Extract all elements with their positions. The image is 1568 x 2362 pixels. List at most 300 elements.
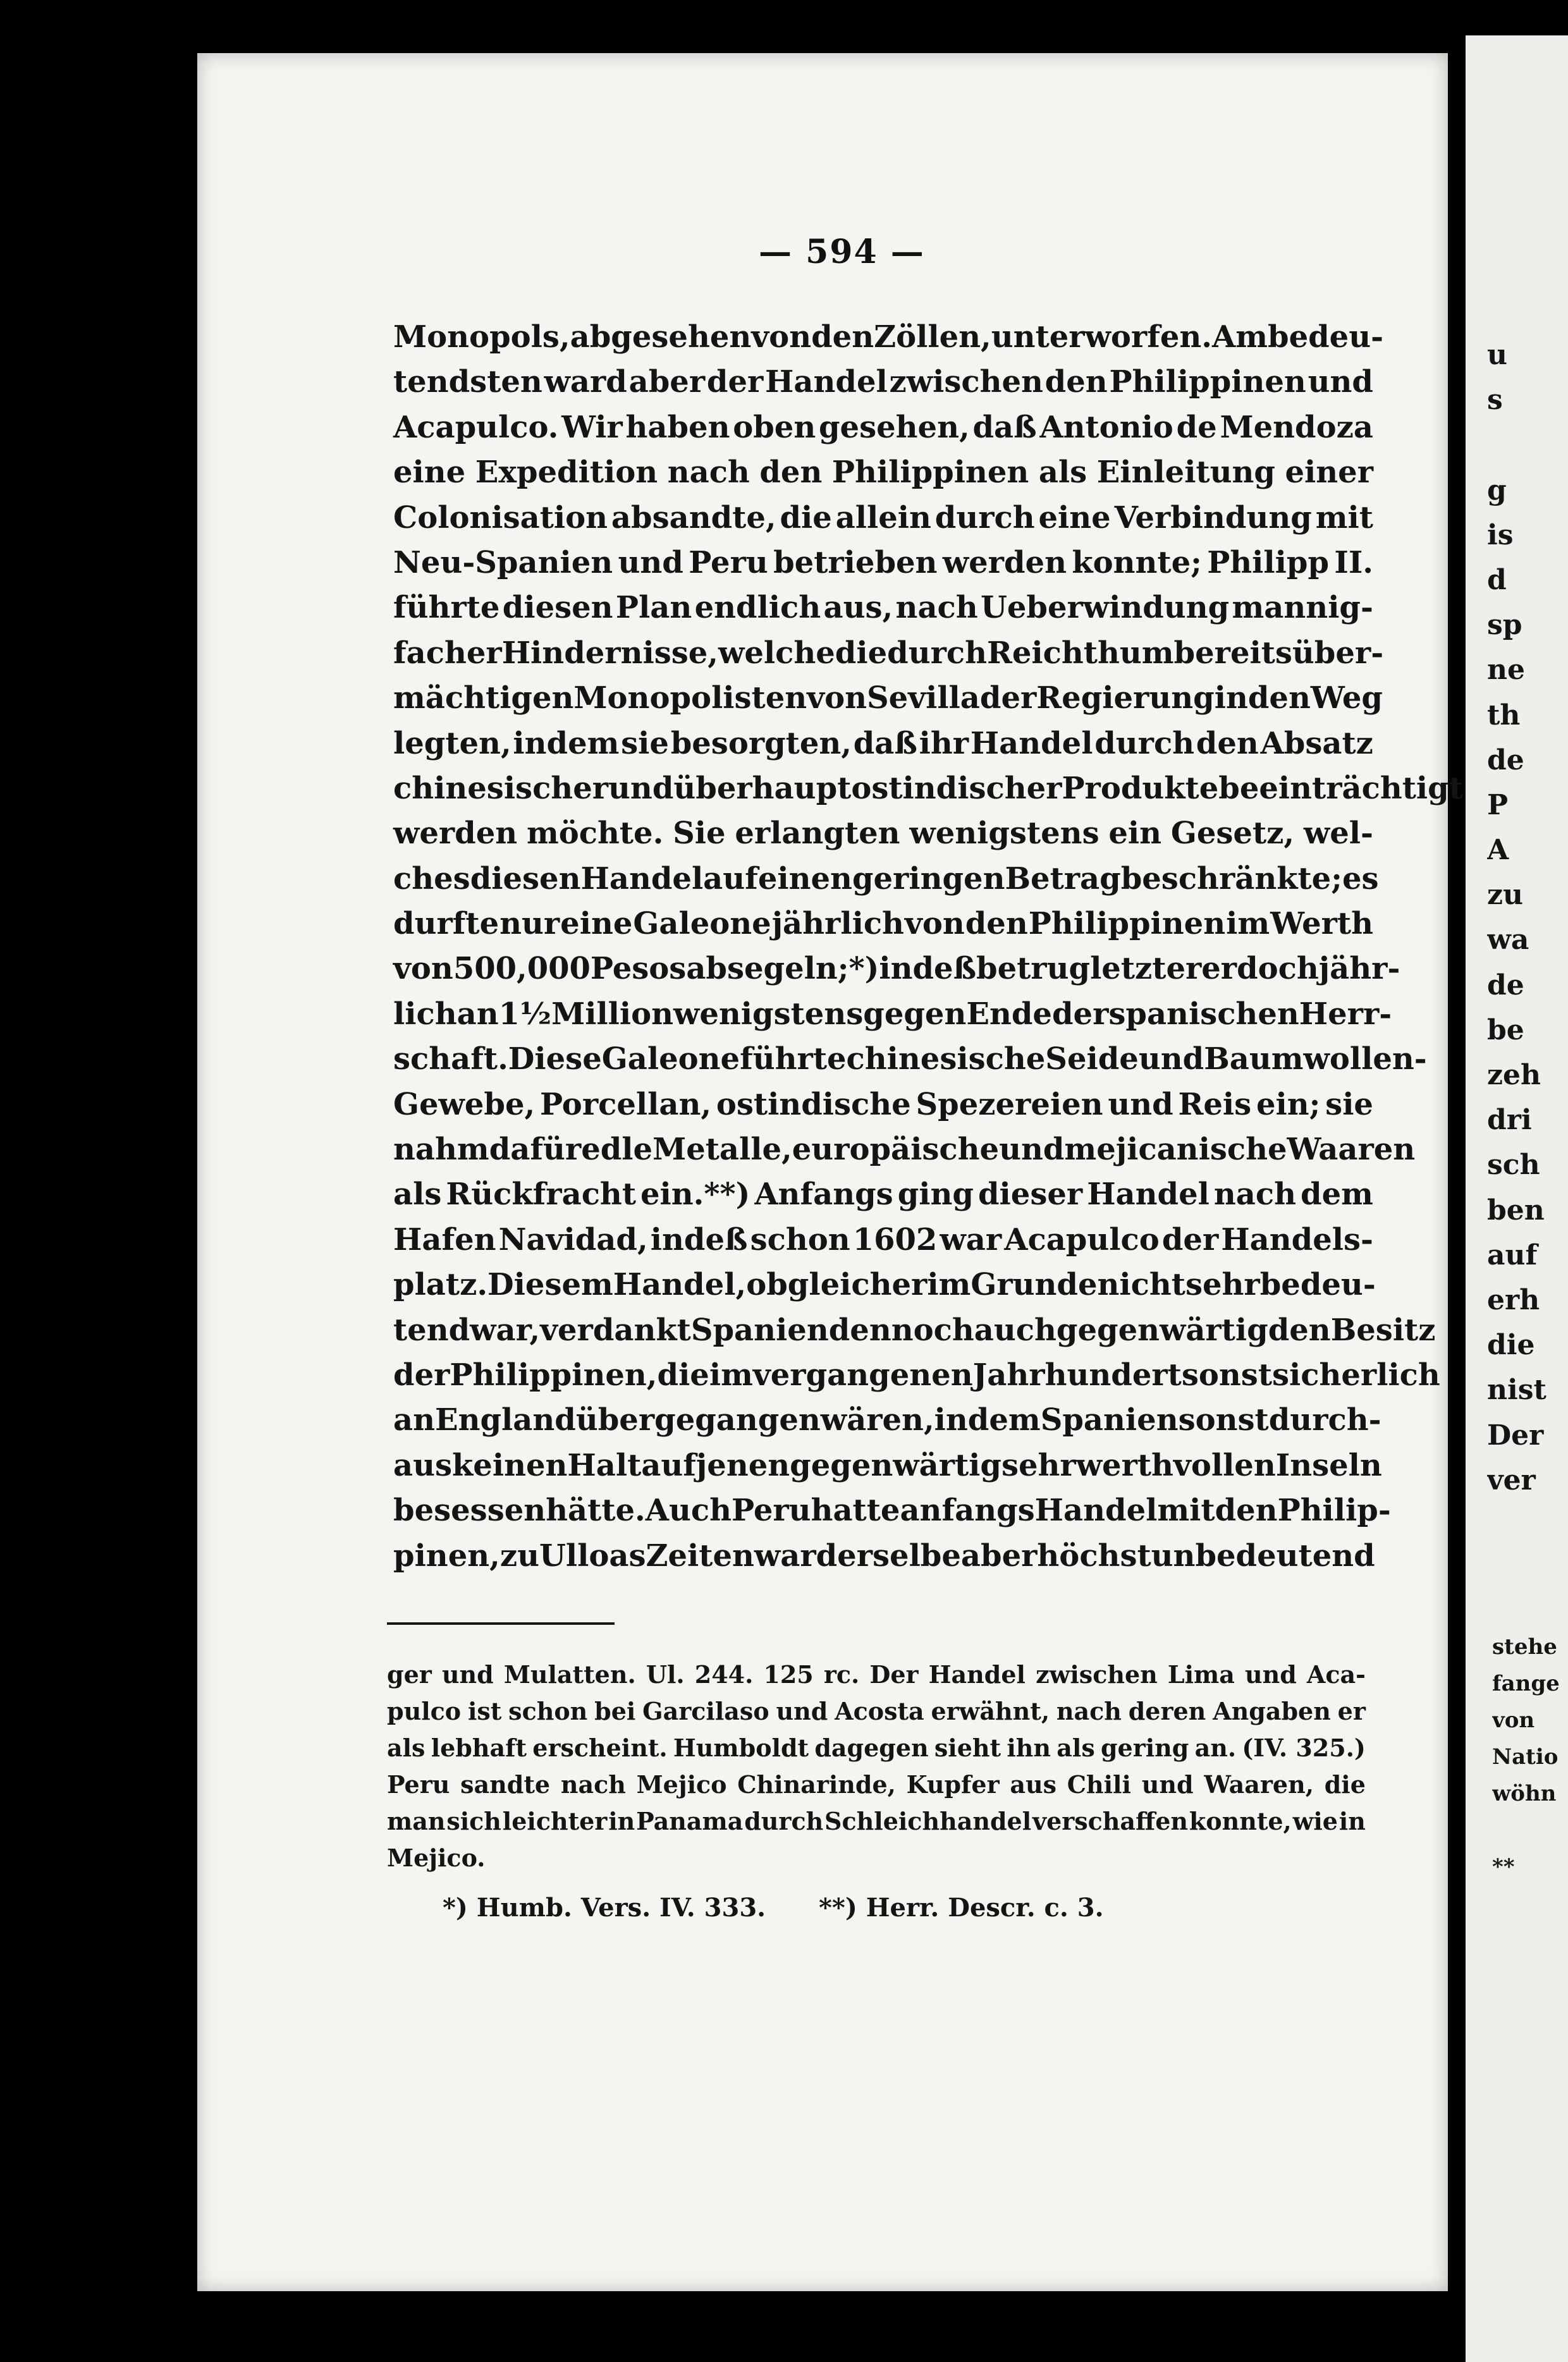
body-word: Am	[1211, 319, 1268, 355]
note-line	[387, 1656, 1366, 1693]
body-word: war	[940, 1221, 1002, 1257]
body-word: keinen	[452, 1447, 568, 1483]
body-word: mannig-	[1232, 590, 1373, 626]
body-word: indeß	[650, 1221, 748, 1257]
body-word: nahm	[393, 1132, 489, 1168]
body-word: Handel	[1034, 1493, 1158, 1529]
note-word: und	[1244, 1660, 1297, 1689]
body-word: von	[751, 319, 812, 355]
body-word: diesen	[502, 590, 613, 626]
body-word: Colonisation	[393, 499, 608, 535]
body-line	[393, 1534, 1373, 1579]
body-word: höchst	[1037, 1538, 1151, 1574]
body-word: haben	[625, 409, 730, 445]
body-word: sehr	[1185, 1267, 1260, 1303]
body-word: Baumwollen-	[1204, 1041, 1427, 1077]
note-word: schon	[508, 1697, 588, 1725]
body-word: Philippinen	[831, 455, 1029, 491]
footnote-divider	[387, 1622, 615, 1625]
body-word: Einleitung	[1096, 455, 1275, 491]
body-word: Acapulco.	[393, 409, 559, 445]
note-word: in	[608, 1807, 635, 1835]
body-word: Sie	[673, 816, 726, 852]
body-word: Philippinen	[1028, 906, 1226, 942]
body-word: der	[393, 1357, 450, 1393]
body-word: Ulloas	[539, 1538, 646, 1574]
body-word: durfte	[393, 906, 499, 942]
body-word: Peru	[689, 544, 768, 580]
adjacent-note-fragment: **	[1492, 1854, 1515, 1880]
body-word: facher	[393, 635, 502, 671]
note-word: Kupfer	[906, 1770, 1000, 1799]
body-word: ches	[393, 860, 470, 896]
body-word: doch	[1237, 951, 1319, 987]
body-word: an	[456, 996, 499, 1032]
note-word: sich	[446, 1807, 501, 1835]
body-line	[393, 631, 1384, 676]
body-word: Gewebe,	[393, 1086, 536, 1122]
body-word: Porcellan,	[540, 1086, 712, 1122]
adjacent-page-notes	[1492, 1629, 1568, 1885]
body-word: Spanien	[1040, 1402, 1179, 1438]
adjacent-fragment: nist	[1487, 1374, 1547, 1407]
note-word: ihn	[1007, 1734, 1051, 1762]
body-word: pinen,	[393, 1538, 500, 1574]
body-word: durch-	[1268, 1402, 1381, 1438]
body-word: Plan	[615, 590, 692, 626]
body-word: bedeu-	[1259, 1267, 1376, 1303]
body-word: Sevilla	[866, 680, 980, 716]
body-word: Handel	[580, 860, 704, 896]
body-word: und	[999, 1132, 1065, 1168]
body-word: erlangten	[735, 816, 900, 852]
note-word: gering	[1100, 1734, 1189, 1762]
body-word: den	[965, 906, 1028, 942]
body-word: Handel	[970, 725, 1093, 761]
body-word: Zöllen,	[874, 319, 991, 355]
body-word: sie	[1325, 1086, 1373, 1122]
body-word: derselbe	[816, 1538, 961, 1574]
body-word: edle	[581, 1132, 653, 1168]
body-word: Peru	[732, 1493, 811, 1529]
body-line	[393, 1353, 1440, 1398]
body-word: platz.	[393, 1267, 488, 1303]
body-word: sie	[621, 725, 669, 761]
adjacent-fragment: g	[1487, 474, 1507, 506]
body-word: den	[1247, 680, 1311, 716]
body-word: aber	[628, 364, 706, 400]
note-word: deren	[1128, 1697, 1206, 1725]
body-word: Verbindung	[1114, 499, 1312, 535]
body-line	[393, 721, 1373, 766]
body-word: sonst	[1181, 1357, 1272, 1393]
body-word: Rückfracht	[446, 1177, 636, 1213]
note-word: bei	[594, 1697, 636, 1725]
body-word: jährlich	[771, 906, 904, 942]
body-word: ein;	[1256, 1086, 1321, 1122]
adjacent-note-fragment: fange	[1492, 1671, 1560, 1696]
body-word: Werth	[1270, 906, 1373, 942]
body-word: Herr-	[1299, 996, 1392, 1032]
body-word: Spezereien	[916, 1086, 1103, 1122]
body-word: es	[1342, 860, 1379, 896]
body-word: eine	[560, 906, 633, 942]
note-line	[387, 1730, 1366, 1766]
body-word: den	[759, 455, 823, 491]
note-word: Mejico	[636, 1770, 727, 1799]
body-word: Betrag	[1005, 860, 1121, 896]
note-line	[387, 1803, 1366, 1840]
body-word: einen	[757, 860, 852, 896]
body-word: bereits	[1173, 635, 1292, 671]
body-word: Gesetz,	[1170, 816, 1295, 852]
body-word: den	[1268, 1312, 1331, 1348]
note-word: Chili	[1067, 1770, 1131, 1799]
adjacent-note-fragment: von	[1492, 1708, 1535, 1733]
body-line	[393, 541, 1373, 585]
adjacent-page-text	[1487, 333, 1568, 1503]
footnote-continuation	[387, 1656, 1366, 1876]
body-word: durch	[1094, 725, 1195, 761]
body-word: durch	[934, 499, 1035, 535]
note-word: rc.	[823, 1660, 860, 1689]
note-word: Waaren,	[1204, 1770, 1314, 1799]
body-word: von	[904, 906, 965, 942]
adjacent-fragment: be	[1487, 1013, 1524, 1046]
footnote-ref-1: *) Humb. Vers. IV. 333.	[443, 1893, 766, 1923]
note-word: Mulatten.	[503, 1660, 636, 1689]
body-word: mächtigen	[393, 680, 574, 716]
body-word: war	[754, 1538, 816, 1574]
body-word: lich	[393, 996, 457, 1032]
body-word: diesen	[470, 860, 581, 896]
body-word: Regierung	[1036, 680, 1215, 716]
body-word: indeß	[879, 951, 977, 987]
note-word: Aca-	[1306, 1660, 1366, 1689]
note-word: aus	[1010, 1770, 1057, 1799]
body-word: gegen	[863, 996, 967, 1032]
note-word: pulco	[387, 1697, 462, 1725]
body-word: nach	[895, 590, 978, 626]
body-word: und	[1138, 1041, 1204, 1077]
body-word: wären,	[820, 1402, 934, 1438]
body-line	[393, 315, 1384, 360]
body-word: ging	[897, 1177, 974, 1213]
body-word: welche	[718, 635, 835, 671]
body-word: Navidad,	[498, 1221, 648, 1257]
body-line	[393, 946, 1400, 991]
body-word: Diesem	[487, 1267, 613, 1303]
note-word: ist	[467, 1697, 502, 1725]
body-word: Diese	[508, 1041, 602, 1077]
adjacent-fragment: de	[1487, 743, 1524, 776]
body-word: legten,	[393, 725, 511, 761]
note-word: Garcilaso	[642, 1697, 769, 1725]
body-word: Auch	[645, 1493, 732, 1529]
body-word: tendsten	[393, 364, 542, 400]
body-word: und	[618, 544, 683, 580]
body-word: ein	[1108, 816, 1162, 852]
adjacent-fragment: zeh	[1487, 1059, 1541, 1091]
body-line	[393, 360, 1373, 405]
note-word: wie	[1292, 1807, 1338, 1835]
note-word: und	[776, 1697, 828, 1725]
body-word: obgleich	[746, 1267, 892, 1303]
body-word: Million	[551, 996, 674, 1032]
body-word: Absatz	[1260, 725, 1373, 761]
body-word: in	[1214, 680, 1248, 716]
body-line	[393, 585, 1373, 630]
note-word: Acosta	[835, 1697, 924, 1725]
body-word: Jahrhundert	[972, 1357, 1182, 1393]
note-word: und	[1141, 1770, 1194, 1799]
body-word: Mendoza	[1220, 409, 1373, 445]
note-word: sieht	[934, 1734, 1001, 1762]
body-word: den	[1044, 364, 1108, 400]
adjacent-fragment: Der	[1487, 1419, 1544, 1452]
body-word: europäische	[792, 1132, 1000, 1168]
note-word: er	[1337, 1697, 1366, 1725]
body-word: Handel	[765, 364, 888, 400]
body-word: Acapulco	[1004, 1221, 1160, 1257]
adjacent-fragment: wa	[1487, 924, 1529, 957]
note-word: (IV. 325.)	[1242, 1734, 1366, 1762]
body-word: chinesischer	[393, 770, 609, 806]
note-word: Schleichhandel	[824, 1807, 1032, 1835]
body-word: und	[1308, 364, 1373, 400]
body-word: tend	[393, 1312, 470, 1348]
body-word: allein	[835, 499, 931, 535]
body-word: Weg	[1310, 680, 1383, 716]
body-word: spanischen	[1108, 996, 1299, 1032]
body-word: führte	[740, 1041, 847, 1077]
body-word: Ueberwindung	[981, 590, 1230, 626]
body-line	[393, 992, 1392, 1037]
body-word: bedeu-	[1268, 319, 1384, 355]
note-word: als	[387, 1734, 426, 1762]
body-word: absandte,	[611, 499, 776, 535]
body-word: endlich	[694, 590, 821, 626]
body-word: an	[393, 1402, 435, 1438]
note-word: erscheint.	[532, 1734, 668, 1762]
adjacent-fragment: th	[1487, 699, 1521, 731]
note-word: durch	[744, 1807, 824, 1835]
body-line	[393, 1082, 1373, 1127]
body-word: beschränkte;	[1120, 860, 1342, 896]
adjacent-fragment: u	[1487, 339, 1507, 371]
body-word: mit	[1315, 499, 1373, 535]
body-word: 1602	[852, 1221, 938, 1257]
body-word: und	[1108, 1086, 1173, 1122]
body-word: von	[807, 680, 867, 716]
body-word: schaft.	[393, 1041, 508, 1077]
body-word: überhaupt	[673, 770, 852, 806]
body-word: sehr	[1001, 1447, 1076, 1483]
body-word: Anfangs	[754, 1177, 893, 1213]
body-word: vergangenen	[752, 1357, 973, 1393]
body-word: auf	[641, 1447, 696, 1483]
note-word: sandte	[460, 1770, 551, 1799]
note-word: Handel	[928, 1660, 1026, 1689]
body-word: betrieben	[773, 544, 938, 580]
body-word: Monopolisten	[573, 680, 807, 716]
body-word: gegenwärtig	[1056, 1312, 1268, 1348]
note-word: leichter	[502, 1807, 608, 1835]
body-word: mejicanische	[1064, 1132, 1287, 1168]
note-word: und	[441, 1660, 494, 1689]
footnote-ref-2: **) Herr. Descr. c. 3.	[819, 1893, 1104, 1923]
body-word: von	[393, 951, 453, 987]
body-word: mit	[1157, 1493, 1215, 1529]
body-line	[393, 496, 1373, 541]
body-word: ihr	[919, 725, 969, 761]
body-word: Hafen	[393, 1221, 496, 1257]
body-word: Ende	[966, 996, 1052, 1032]
note-word: Lima	[1167, 1660, 1235, 1689]
body-word: nur	[499, 906, 560, 942]
body-word: Galeone	[601, 1041, 740, 1077]
note-word: in	[1338, 1807, 1366, 1835]
body-word: werden	[942, 544, 1067, 580]
body-word: 1½	[498, 996, 552, 1032]
adjacent-fragment: dri	[1487, 1104, 1532, 1137]
body-word: Expedition	[475, 455, 658, 491]
body-word: indem	[513, 725, 620, 761]
body-word: Neu-Spanien	[393, 544, 613, 580]
adjacent-fragment: de	[1487, 969, 1524, 1001]
note-word: Humboldt	[673, 1734, 809, 1762]
body-word: zu	[499, 1538, 539, 1574]
note-word: Mejico.	[387, 1844, 486, 1872]
body-word: als	[1038, 455, 1087, 491]
body-word: indem	[934, 1402, 1041, 1438]
body-word: konnte;	[1072, 544, 1202, 580]
body-word: wel-	[1303, 816, 1373, 852]
body-word: letzterer	[1090, 951, 1237, 987]
body-word: Waaren	[1287, 1132, 1416, 1168]
body-word: dieser	[977, 1177, 1083, 1213]
body-word: hatte	[811, 1493, 900, 1529]
note-word: 125	[763, 1660, 814, 1689]
body-word: daß	[853, 725, 917, 761]
body-line	[393, 1488, 1391, 1533]
note-line	[387, 1766, 1366, 1803]
footnote-references	[443, 1893, 1328, 1923]
body-word: Antonio	[1039, 409, 1173, 445]
adjacent-fragment: s	[1487, 384, 1503, 417]
body-word: England	[435, 1402, 576, 1438]
body-word: Reichthum	[987, 635, 1174, 671]
note-word: erwähnt,	[931, 1697, 1050, 1725]
body-word: der	[979, 680, 1037, 716]
body-word: besorgten,	[670, 725, 852, 761]
body-word: unbedeutend	[1151, 1538, 1375, 1574]
body-word: die	[835, 635, 888, 671]
body-word: die	[657, 1357, 709, 1393]
body-word: hätte.	[546, 1493, 646, 1529]
body-word: nicht	[1097, 1267, 1185, 1303]
body-word: Inseln	[1275, 1447, 1382, 1483]
body-word: im	[709, 1357, 753, 1393]
body-word: sicherlich	[1272, 1357, 1440, 1393]
body-word: Besitz	[1330, 1312, 1436, 1348]
adjacent-fragment: ben	[1487, 1194, 1545, 1227]
body-word: Hindernisse,	[501, 635, 719, 671]
note-word: Panama	[636, 1807, 744, 1835]
body-word: geringen	[852, 860, 1005, 896]
adjacent-note-fragment: wöhn	[1492, 1781, 1557, 1806]
body-word: gesehen,	[818, 409, 970, 445]
body-word: Produkte	[1062, 770, 1219, 806]
body-word: anfangs	[900, 1493, 1035, 1529]
adjacent-fragment: is	[1487, 518, 1514, 551]
body-word: werthvollen	[1075, 1447, 1276, 1483]
body-word: den	[1196, 725, 1259, 761]
note-word: 244.	[694, 1660, 754, 1689]
body-line	[393, 1443, 1382, 1488]
body-word: chinesische	[846, 1041, 1046, 1077]
body-line	[393, 1037, 1427, 1082]
body-word: ostindische	[716, 1086, 911, 1122]
body-word: Seide	[1045, 1041, 1139, 1077]
body-word: der	[1161, 1221, 1219, 1257]
body-word: abgesehen	[570, 319, 752, 355]
body-word: Handel	[1087, 1177, 1210, 1213]
adjacent-fragment: ver	[1487, 1464, 1536, 1496]
body-word: ein.**)	[640, 1177, 750, 1213]
note-line	[387, 1840, 1366, 1876]
body-word: Grunde	[971, 1267, 1098, 1303]
body-word: schon	[750, 1221, 850, 1257]
note-word: ger	[387, 1660, 432, 1689]
adjacent-note-fragment: Natio	[1492, 1744, 1559, 1770]
note-word: Ul.	[646, 1660, 685, 1689]
note-word: nach	[1056, 1697, 1122, 1725]
body-word: übergegangen	[575, 1402, 821, 1438]
body-word: die	[780, 499, 832, 535]
note-word: verschaffen	[1032, 1807, 1189, 1835]
body-line	[393, 676, 1383, 721]
body-line	[393, 902, 1373, 946]
body-word: möchte.	[526, 816, 664, 852]
adjacent-fragment: zu	[1487, 879, 1523, 912]
body-word: Philippinen,	[450, 1357, 658, 1393]
body-line	[393, 857, 1379, 902]
note-word: dagegen	[814, 1734, 929, 1762]
note-word: zwischen	[1036, 1660, 1158, 1689]
body-word: II.	[1334, 544, 1373, 580]
adjacent-fragment: erh	[1487, 1283, 1540, 1316]
body-word: dafür	[489, 1132, 582, 1168]
body-word: nach	[667, 455, 750, 491]
adjacent-fragment: die	[1487, 1329, 1535, 1362]
body-word: der	[706, 364, 764, 400]
body-line	[393, 405, 1373, 450]
body-word: er	[891, 1267, 928, 1303]
body-word: im	[927, 1267, 971, 1303]
note-word: an.	[1194, 1734, 1237, 1762]
body-word: Galeone	[633, 906, 771, 942]
adjacent-fragment: A	[1487, 834, 1509, 867]
note-word: als	[1057, 1734, 1095, 1762]
body-word: führte	[393, 590, 500, 626]
note-word: man	[387, 1807, 446, 1835]
body-word: oben	[733, 409, 816, 445]
body-word: Zeiten	[646, 1538, 754, 1574]
note-word: die	[1324, 1770, 1366, 1799]
body-word: betrug	[976, 951, 1091, 987]
adjacent-fragment: auf	[1487, 1239, 1538, 1271]
